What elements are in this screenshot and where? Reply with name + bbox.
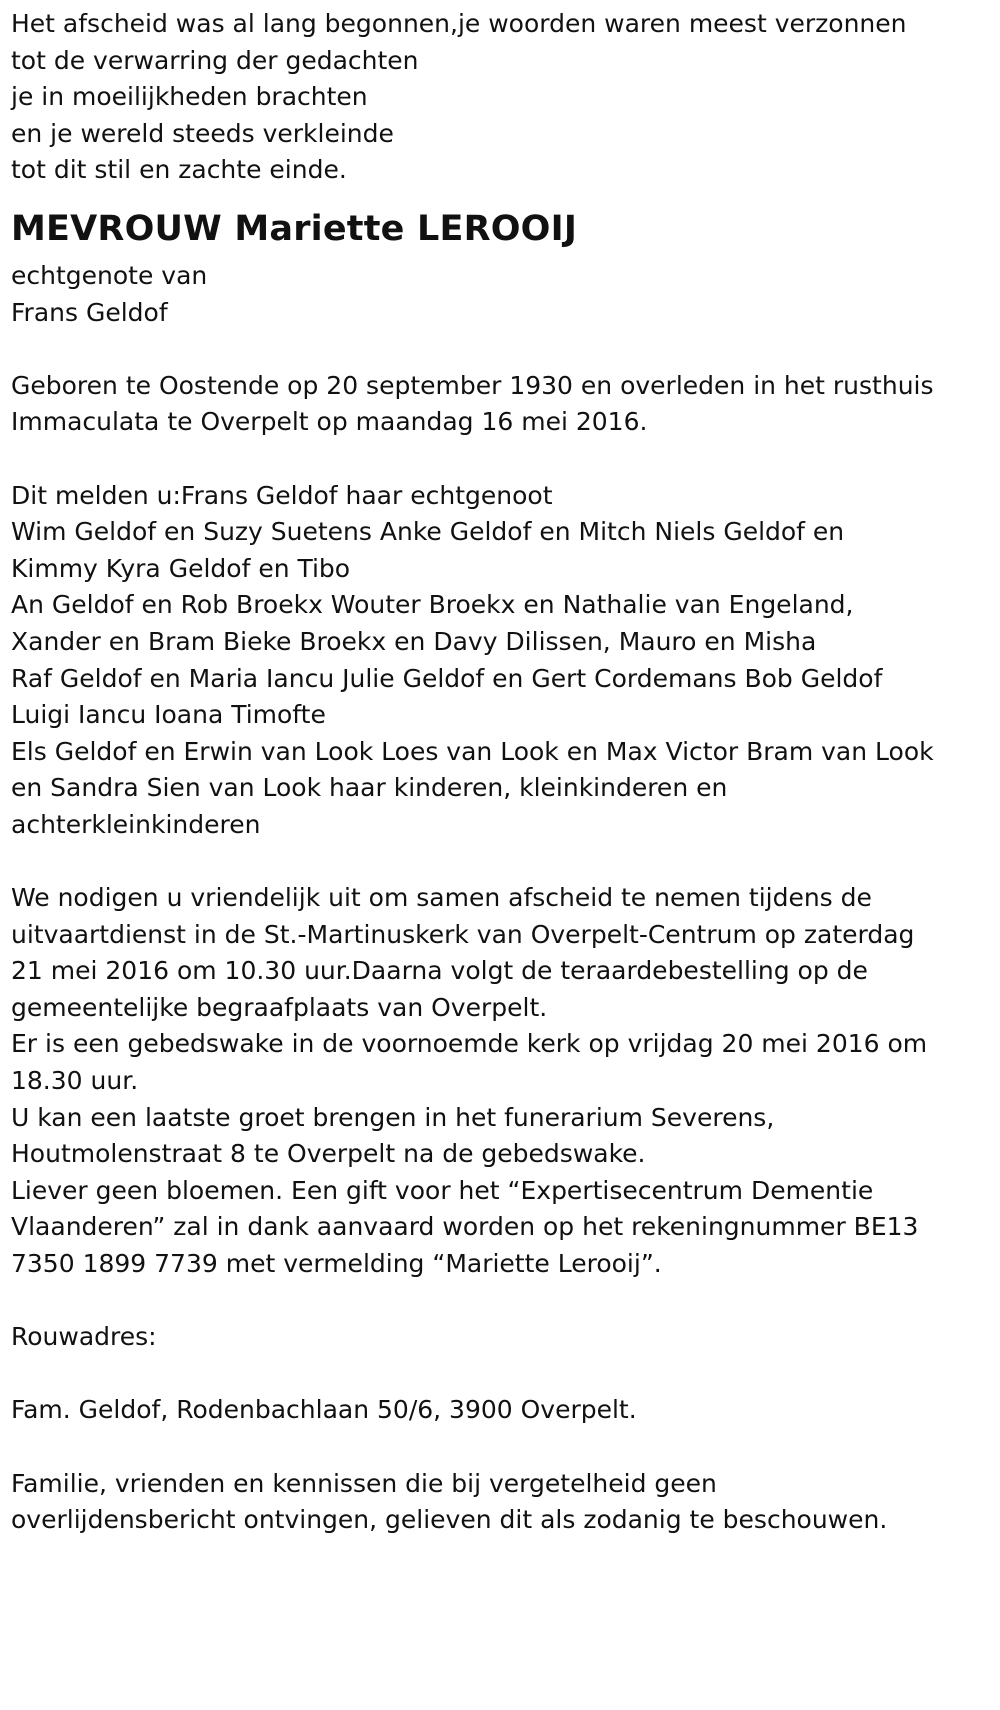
poem [11, 6, 985, 189]
service-line: 18.30 uur. [11, 1066, 139, 1096]
service-line: Er is een gebedswake in de voornoemde kerk op vrijdag 20 mei 2016 om [11, 1029, 928, 1059]
birth-death-line: Immaculata te Overpelt op maandag 16 mei 2016. [11, 407, 648, 437]
family-line: Kimmy Kyra Geldof en Tibo [11, 553, 351, 583]
family-line: Luigi Iancu Ioana Timofte [11, 700, 326, 730]
service-line: We nodigen u vriendelijk uit om samen afscheid te nemen tijdens de [11, 883, 872, 913]
family-section [11, 478, 985, 844]
poem-line: Het afscheid was al lang begonnen,je woorden waren meest verzonnen [11, 9, 907, 38]
family-line: Wim Geldof en Suzy Suetens Anke Geldof en Mitch Niels Geldof en [11, 517, 845, 547]
family-line: achterkleinkinderen [11, 809, 261, 839]
spacer [11, 441, 985, 478]
service-line: 21 mei 2016 om 10.30 uur.Daarna volgt de teraardebestelling op de [11, 956, 868, 986]
service-section [11, 880, 985, 1283]
spouse-section [11, 258, 985, 331]
service-line: uitvaartdienst in de St.-Martinuskerk van Overpelt-Centrum op zaterdag [11, 919, 915, 949]
family-line: Dit melden u:Frans Geldof haar echtgenoot [11, 480, 553, 510]
spacer [11, 1283, 985, 1320]
service-line: gemeentelijke begraafplaats van Overpelt. [11, 992, 548, 1022]
spacer [11, 1356, 985, 1393]
poem-line: tot de verwarring der gedachten [11, 45, 419, 75]
address-label: Rouwadres: [11, 1322, 157, 1352]
spacer [11, 331, 985, 368]
closing-line: overlijdensbericht ontvingen, gelieven dit als zodanig te beschouwen. [11, 1505, 888, 1535]
family-line: An Geldof en Rob Broekx Wouter Broekx en Nathalie van Engeland, [11, 590, 854, 620]
address-value: Fam. Geldof, Rodenbachlaan 50/6, 3900 Overpelt. [11, 1395, 637, 1425]
closing-line: Familie, vrienden en kennissen die bij vergetelheid geen [11, 1468, 717, 1498]
service-line: Houtmolenstraat 8 te Overpelt na de gebedswake. [11, 1139, 646, 1169]
service-line: U kan een laatste groet brengen in het funerarium Severens, [11, 1102, 775, 1132]
birth-death-line: Geboren te Oostende op 20 september 1930 en overleden in het rusthuis [11, 370, 934, 400]
deceased-name-heading: MEVROUW Mariette LEROOIJ [11, 208, 578, 249]
service-line: 7350 1899 7739 met vermelding “Mariette Lerooij”. [11, 1249, 662, 1278]
poem-line: tot dit stil en zachte einde. [11, 155, 347, 185]
closing-section [11, 1466, 985, 1539]
family-line: Xander en Bram Bieke Broekx en Davy Dilissen, Mauro en Misha [11, 626, 817, 656]
poem-line: en je wereld steeds verkleinde [11, 118, 394, 148]
service-line: Liever geen bloemen. Een gift voor het “Expertisecentrum Dementie [11, 1175, 874, 1205]
family-line: Raf Geldof en Maria Iancu Julie Geldof en Gert Cordemans Bob Geldof [11, 663, 883, 693]
spouse-line: echtgenote van [11, 260, 208, 290]
birth-death-section [11, 368, 985, 441]
family-line: en Sandra Sien van Look haar kinderen, kleinkinderen en [11, 773, 728, 803]
service-line: Vlaanderen” zal in dank aanvaard worden op het rekeningnummer BE13 [11, 1212, 919, 1242]
spacer [11, 843, 985, 880]
family-line: Els Geldof en Erwin van Look Loes van Look en Max Victor Bram van Look [11, 736, 934, 766]
poem-line: je in moeilijkheden brachten [11, 82, 368, 112]
spouse-line: Frans Geldof [11, 297, 168, 327]
spacer [11, 1429, 985, 1466]
